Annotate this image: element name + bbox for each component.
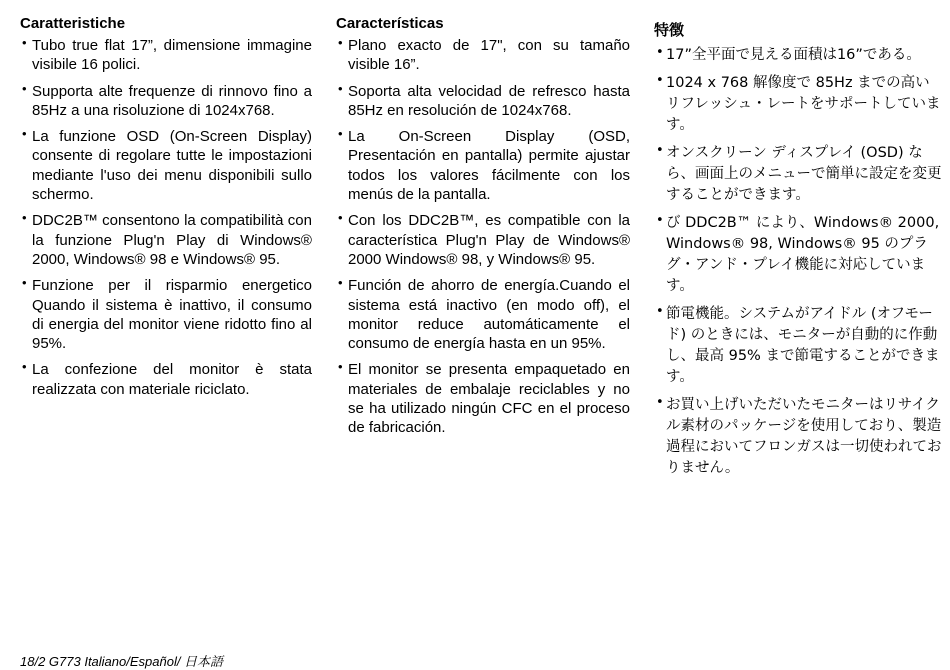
list-item: • 節電機能。システムがアイドル (オフモード) のときには、モニターが自動的に作動し、最高 95% まで節電することができます。 [654,304,944,388]
list-item: • La confezione del monitor è stata realizzata con materiale riciclato. [20,360,312,399]
spanish-feature-list [336,36,630,438]
list-item: • Soporta alta velocidad de refresco hasta 85Hz en resolución de 1024x768. [336,82,630,121]
list-item: • Función de ahorro de energía.Cuando el sistema está inactivo (en modo off), el monitor reduce automáticamente el consumo de energía hasta en un 95%. [336,276,630,353]
italian-column [20,14,312,406]
italian-title: Caratteristiche [20,15,126,32]
list-item: • Plano exacto de 17", con su tamaño visible 16”. [336,36,630,75]
page-footer: 18/2 G773 Italiano/Español/ 日本語 [20,654,224,669]
list-item: • 1024 x 768 解像度で 85Hz までの高いリフレッシュ・レートをサポートしています。 [654,73,944,136]
list-item: • Supporta alte frequenze di rinnovo fino a 85Hz a una risoluzione di 1024x768. [20,82,312,121]
list-item: • La funzione OSD (On-Screen Display) consente di regolare tutte le impostazioni mediante l'uso dei menu disponibili sullo schermo. [20,127,312,204]
list-item: • オンスクリーン ディスプレイ (OSD) なら、画面上のメニューで簡単に設定を変更することができます。 [654,143,944,206]
spanish-title: Características [336,15,444,32]
list-item: • El monitor se presenta empaquetado en materiales de embalaje reciclables y no se ha utilizado ningún CFC en el proceso de fabricación. [336,360,630,437]
list-item: • DDC2B™ consentono la compatibilità con la funzione Plug'n Play di Windows® 2000, Windows® 98 e Windows® 95. [20,211,312,269]
list-item: • 17”全平面で見える面積は16”である。 [654,45,944,66]
japanese-title: 特徴 [654,21,685,39]
list-item: • La On-Screen Display (OSD, Presentación en pantalla) permite ajustar todos los valores fácilmente con los menús de la pantalla. [336,127,630,204]
list-item: • Con los DDC2B™, es compatible con la característica Plug'n Play de Windows® 2000 Windows® 98, y Windows® 95. [336,211,630,269]
list-item: • Tubo true flat 17”, dimensione immagine visibile 16 polici. [20,36,312,75]
italian-feature-list [20,36,312,399]
japanese-feature-list [654,45,944,479]
list-item: • Funzione per il risparmio energetico Quando il sistema è inattivo, il consumo di energia del monitor viene ridotto fino al 95%. [20,276,312,353]
spanish-column [336,14,630,445]
list-item: • お買い上げいただいたモニターはリサイクル素材のパッケージを使用しており、製造過程においてフロンガスは一切使われておりません。 [654,395,944,479]
list-item: • び DDC2B™ により、Windows® 2000, Windows® 98, Windows® 95 のプラグ・アンド・プレイ機能に対応しています。 [654,213,944,297]
japanese-column [654,14,944,486]
